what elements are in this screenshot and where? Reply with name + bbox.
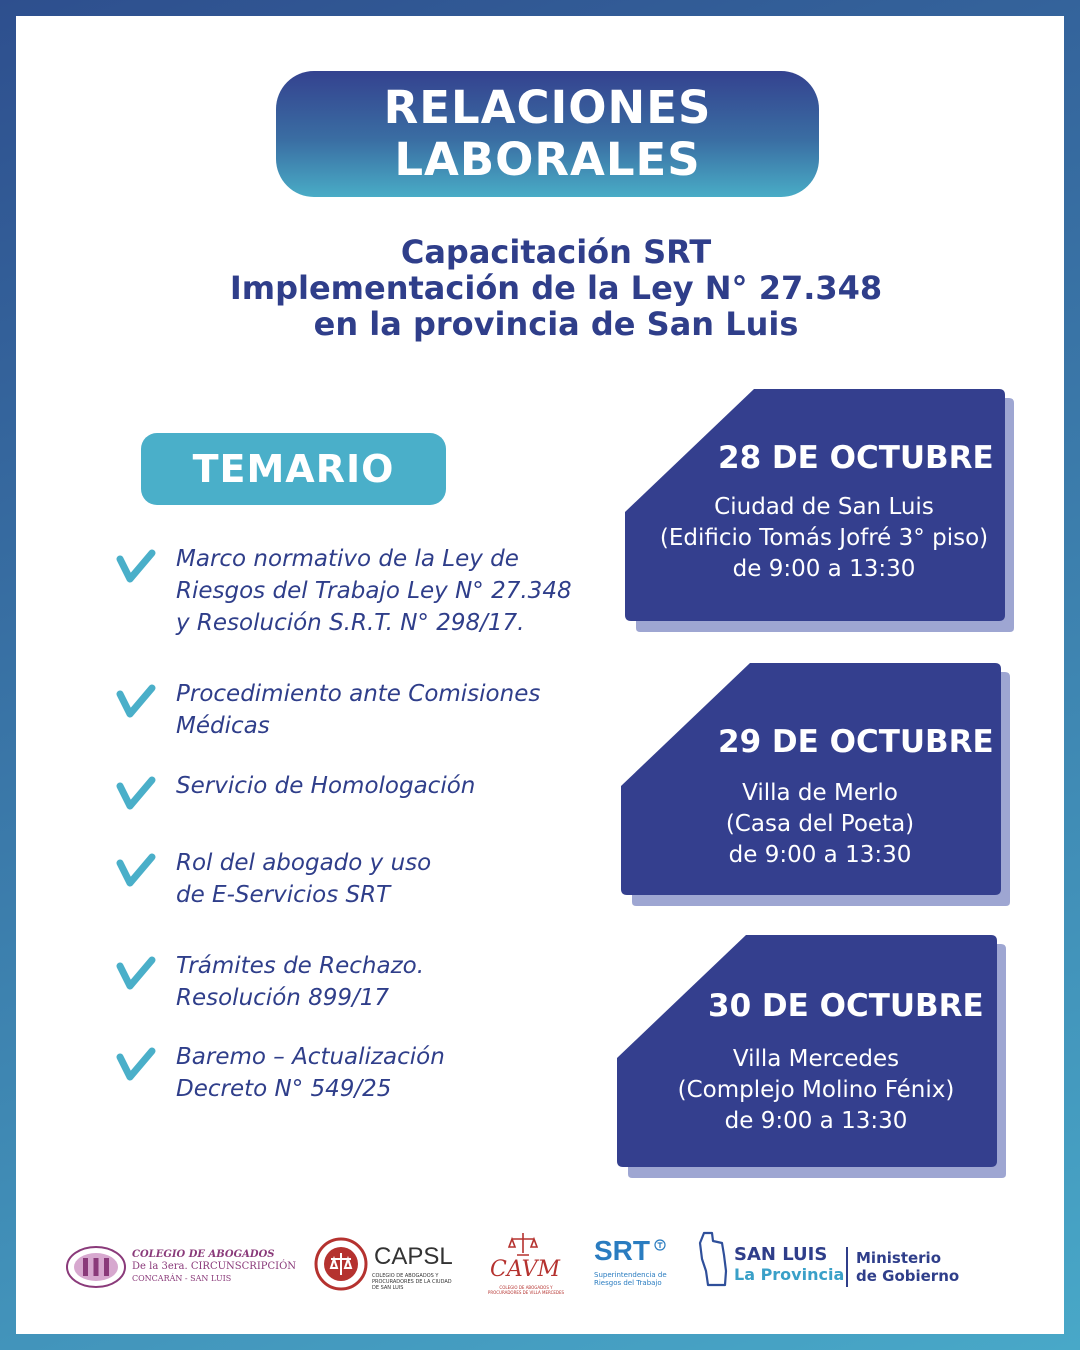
san-luis-title: SAN LUIS xyxy=(734,1244,828,1265)
topic-line: Médicas xyxy=(176,713,270,739)
check-icon xyxy=(116,952,156,992)
colegio-circunscripcion: De la 3era. CIRCUNSCRIPCIÓN xyxy=(132,1261,297,1272)
subtitle xyxy=(106,234,1006,342)
srt-t-icon xyxy=(654,1239,666,1251)
date-card-2 xyxy=(620,662,1012,910)
ministerio-label: Ministerio xyxy=(856,1249,942,1267)
topic-line: Riesgos del Trabajo Ley N° 27.348 xyxy=(176,578,572,604)
topic-line: Decreto N° 549/25 xyxy=(176,1076,392,1102)
subtitle-line-2: Implementación de la Ley N° 27.348 xyxy=(229,269,883,307)
date-card-3 xyxy=(616,934,1008,1182)
place-line: (Edificio Tomás Jofré 3° piso) xyxy=(659,525,989,551)
place-line: de 9:00 a 13:30 xyxy=(728,842,912,868)
topic-line: de E-Servicios SRT xyxy=(176,882,391,908)
place-line: Villa Mercedes xyxy=(732,1046,900,1072)
subtitle-line-1: Capacitación SRT xyxy=(400,233,712,271)
date-card-1 xyxy=(624,388,1016,636)
title-line-1: RELACIONES xyxy=(383,81,712,134)
date-place xyxy=(654,492,994,585)
temario-badge: TEMARIO xyxy=(141,433,446,505)
topic-line: Procedimiento ante Comisiones xyxy=(176,681,541,707)
place-line: Villa de Merlo xyxy=(742,780,898,806)
capsl-wordmark: CAPSL xyxy=(374,1243,453,1270)
cavm-subtitle: COLEGIO DE ABOGADOS Y PROCURADORES DE VILLA MERCEDES xyxy=(487,1285,565,1295)
place-line: Ciudad de San Luis xyxy=(714,494,934,520)
place-line: de 9:00 a 13:30 xyxy=(724,1108,908,1134)
srt-subtitle-1: Superintendencia de xyxy=(594,1271,667,1279)
date-label: 28 DE OCTUBRE xyxy=(718,440,994,476)
srt-wordmark: SRT xyxy=(594,1235,650,1266)
logo-strip xyxy=(16,1221,1064,1321)
gobierno-label: de Gobierno xyxy=(856,1267,960,1285)
place-line: (Complejo Molino Fénix) xyxy=(677,1077,955,1103)
topic-line: Baremo – Actualización xyxy=(176,1044,445,1070)
scales-icon xyxy=(508,1231,538,1257)
capsl-logo xyxy=(314,1237,454,1297)
topic-line: Trámites de Rechazo. xyxy=(176,953,425,979)
cavm-logo xyxy=(486,1231,566,1301)
capsl-seal-icon xyxy=(314,1237,368,1291)
title-banner xyxy=(276,71,819,197)
subtitle-line-3: en la provincia de San Luis xyxy=(313,305,799,343)
cavm-wordmark: CAVM xyxy=(490,1257,561,1282)
topic-line: Marco normativo de la Ley de xyxy=(176,546,519,572)
title-line-2: LABORALES xyxy=(394,133,701,186)
colegio-abogados-logo xyxy=(66,1243,296,1293)
topic-line: Servicio de Homologación xyxy=(176,773,476,799)
topic-line: Resolución 899/17 xyxy=(176,985,390,1011)
topic-line: y Resolución S.R.T. N° 298/17. xyxy=(176,610,525,636)
date-place xyxy=(646,1044,986,1137)
la-provincia-label: La Provincia xyxy=(734,1265,845,1284)
check-icon xyxy=(116,1043,156,1083)
check-icon xyxy=(116,849,156,889)
flyer-card xyxy=(16,16,1064,1334)
colegio-location: CONCARÁN - SAN LUIS xyxy=(132,1274,232,1283)
logo-divider xyxy=(846,1247,848,1287)
srt-subtitle-2: Riesgos del Trabajo xyxy=(594,1279,662,1287)
san-luis-logo xyxy=(698,1231,988,1301)
check-icon xyxy=(116,680,156,720)
topic-line: Rol del abogado y uso xyxy=(176,850,432,876)
srt-logo xyxy=(594,1235,684,1295)
place-line: (Casa del Poeta) xyxy=(725,811,915,837)
capsl-subtitle: COLEGIO DE ABOGADOS Y PROCURADORES DE LA CIUDAD DE SAN LUIS xyxy=(372,1273,452,1291)
check-icon xyxy=(116,772,156,812)
date-label: 30 DE OCTUBRE xyxy=(708,988,984,1024)
province-map-icon xyxy=(698,1231,728,1287)
check-icon xyxy=(116,545,156,585)
date-place xyxy=(650,778,990,871)
colegio-seal-icon xyxy=(66,1245,126,1289)
colegio-name: COLEGIO DE ABOGADOS xyxy=(132,1249,275,1260)
date-label: 29 DE OCTUBRE xyxy=(718,724,994,760)
place-line: de 9:00 a 13:30 xyxy=(732,556,916,582)
